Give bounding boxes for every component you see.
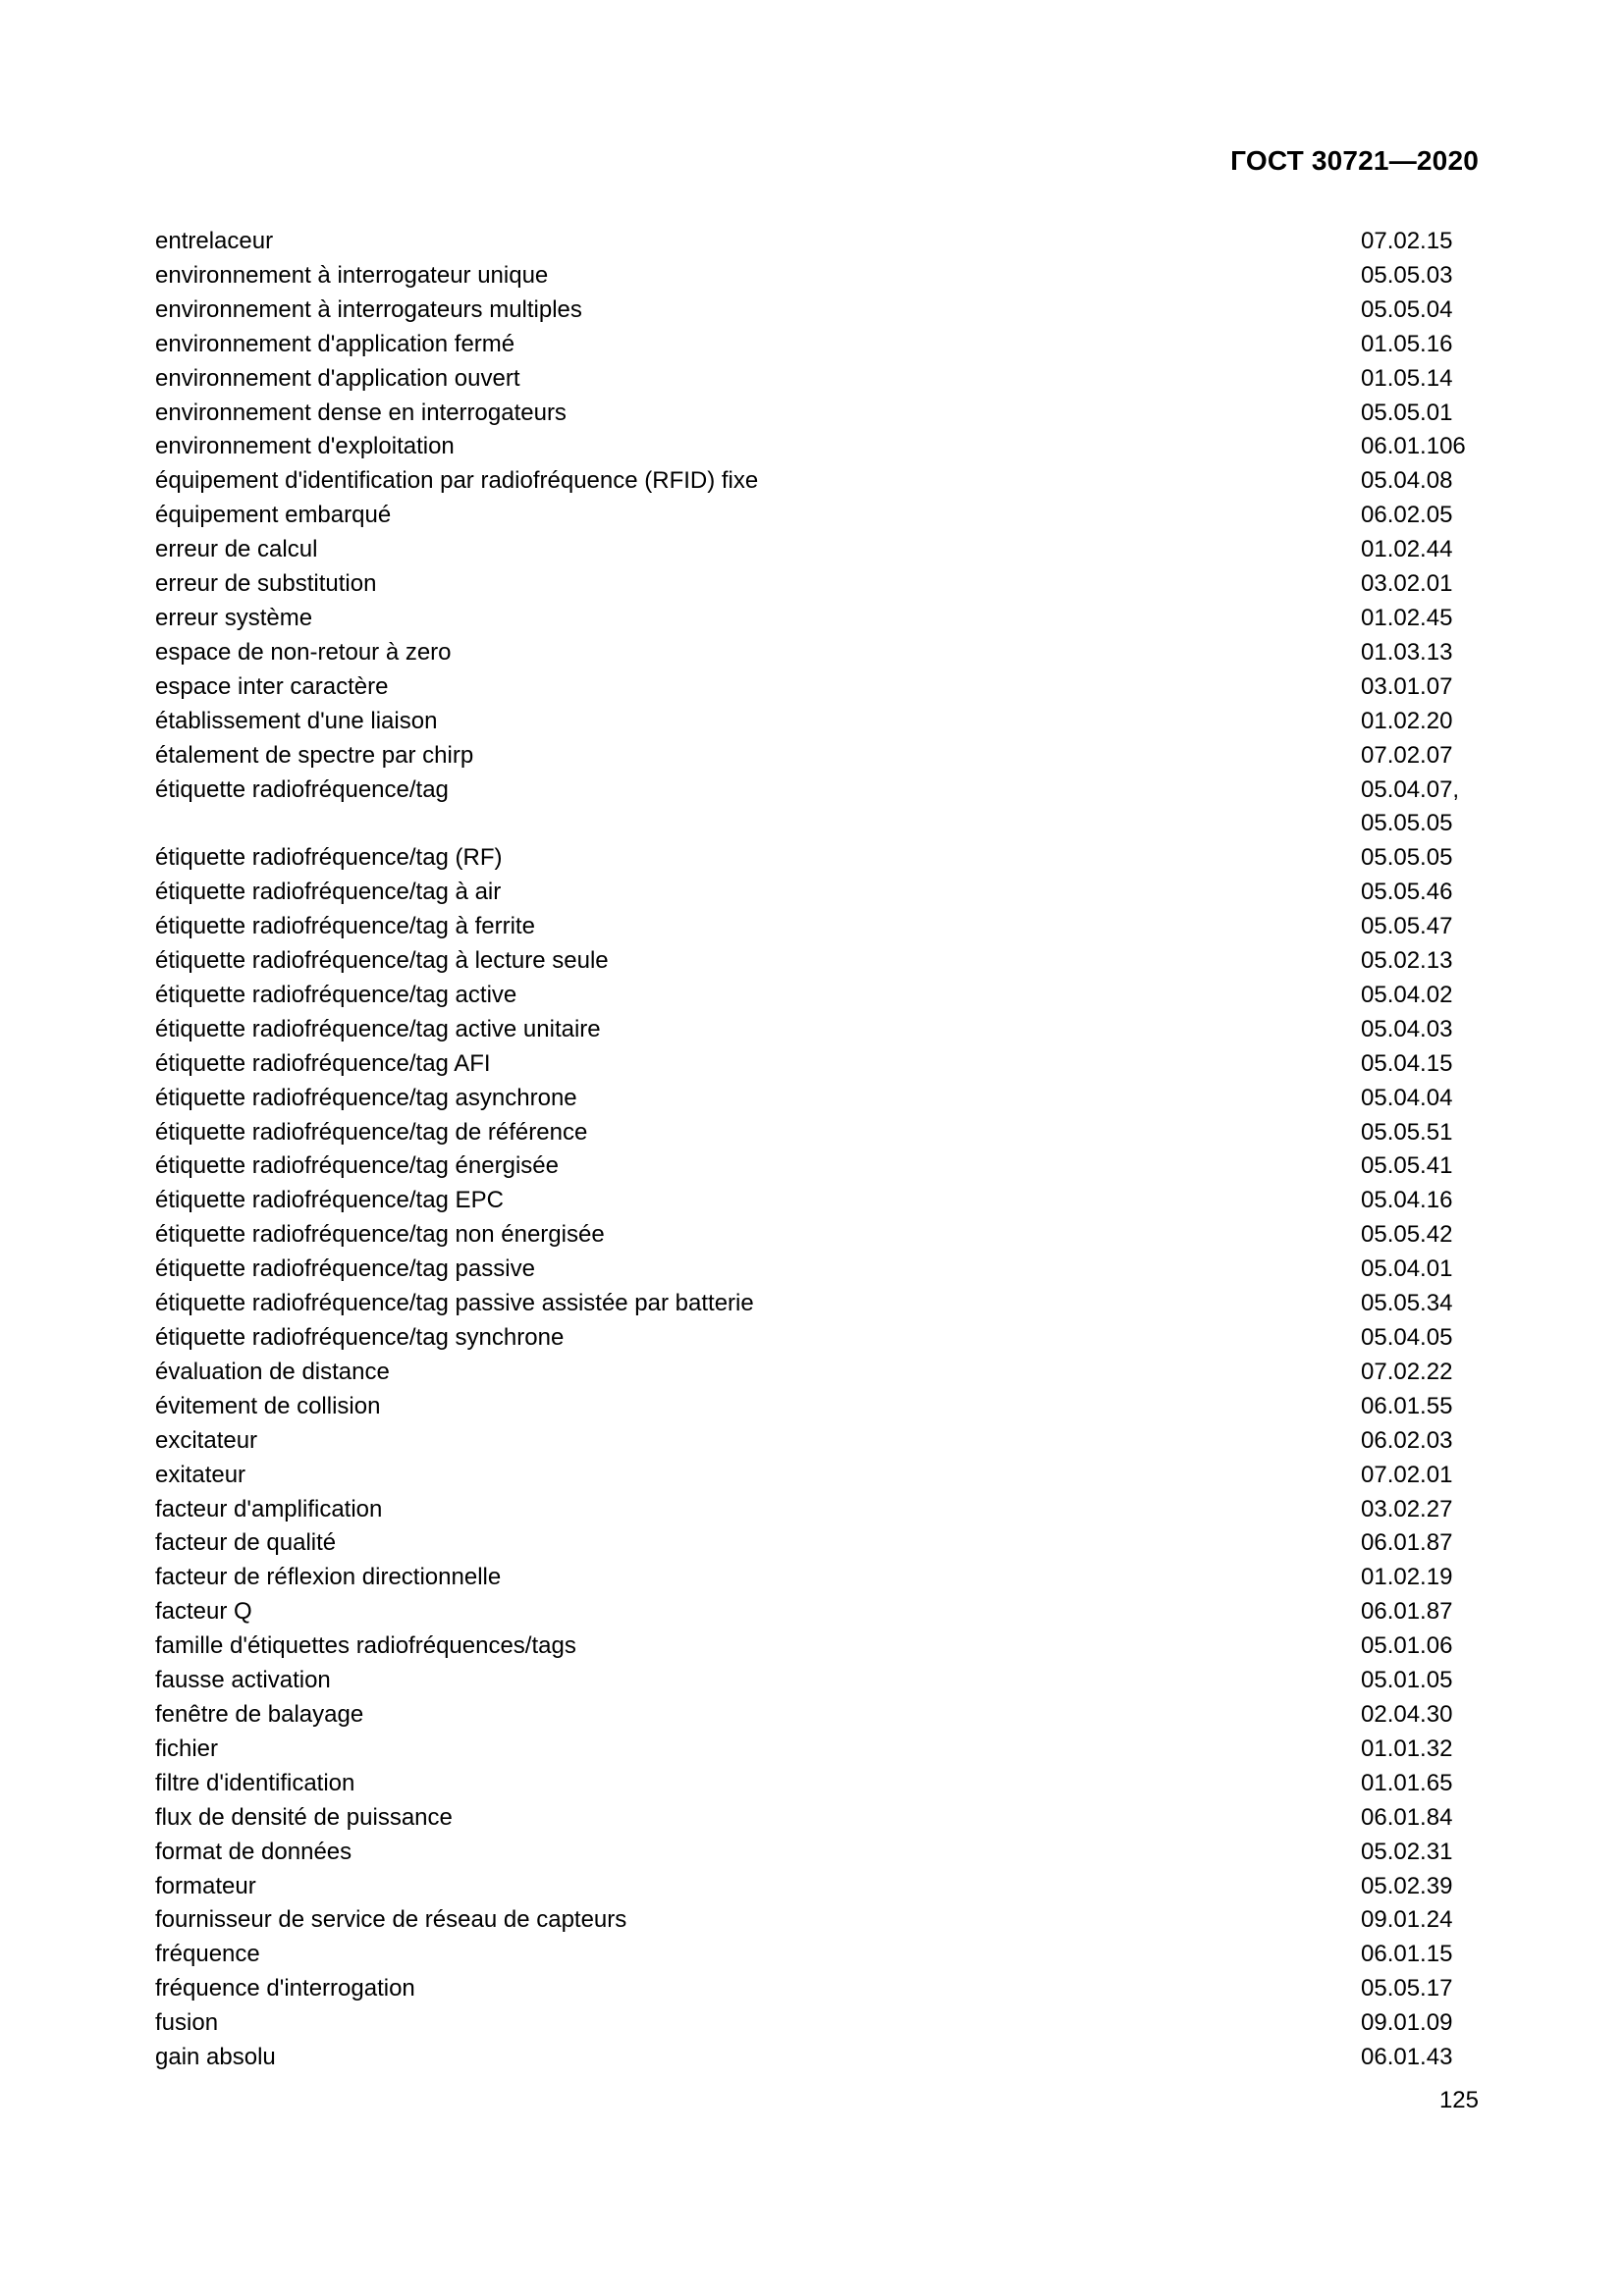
index-entry [155, 1287, 1479, 1321]
index-term: étiquette radiofréquence/tag synchrone [155, 1324, 565, 1351]
index-references [1361, 739, 1479, 774]
index-references [1361, 1424, 1479, 1459]
index-references [1361, 636, 1479, 670]
index-reference-number: 05.05.34 [1361, 1290, 1453, 1317]
index-references [1361, 1218, 1479, 1253]
index-reference-number: 01.02.45 [1361, 604, 1453, 631]
index-reference-number: 06.01.87 [1361, 1529, 1453, 1557]
index-reference-number: 05.05.01 [1361, 399, 1453, 426]
index-references [1361, 944, 1479, 979]
page-number: 125 [1438, 2087, 1479, 2113]
index-reference-number: 03.02.01 [1361, 570, 1453, 598]
index-references [1361, 1184, 1479, 1218]
index-references [1361, 397, 1479, 431]
index-references [1361, 1664, 1479, 1698]
document-header [1230, 145, 1479, 177]
index-reference-number: 05.04.05 [1361, 1324, 1453, 1351]
index-references [1361, 259, 1479, 294]
term-index-list [155, 225, 1479, 2075]
index-entry [155, 1149, 1479, 1184]
index-reference-number: 01.01.65 [1361, 1769, 1453, 1796]
index-reference-number: 01.02.19 [1361, 1564, 1453, 1591]
index-reference-number: 05.05.04 [1361, 295, 1453, 323]
index-reference-number: 07.02.15 [1361, 228, 1453, 254]
index-reference-number: 05.01.05 [1361, 1667, 1453, 1694]
index-term: étiquette radiofréquence/tag énergisée [155, 1152, 559, 1180]
index-references [1361, 1767, 1479, 1801]
index-term: étalement de spectre par chirp [155, 741, 474, 769]
index-term: formateur [155, 1872, 256, 1899]
index-entry [155, 1595, 1479, 1629]
index-reference-number: 05.05.05 [1361, 844, 1453, 872]
index-reference-number: 09.01.24 [1361, 1906, 1453, 1934]
index-term: étiquette radiofréquence/tag active unitaire [155, 1015, 601, 1042]
index-entry [155, 1972, 1479, 2006]
index-reference-number: 05.05.41 [1361, 1152, 1453, 1180]
index-references [1361, 1116, 1479, 1150]
index-reference-number: 01.05.14 [1361, 364, 1453, 392]
index-references [1361, 670, 1479, 705]
index-reference-number: 06.01.15 [1361, 1941, 1453, 1968]
index-entry [155, 1664, 1479, 1698]
index-entry [155, 1493, 1479, 1527]
index-entry [155, 1903, 1479, 1938]
index-entry [155, 567, 1479, 602]
index-entry [155, 944, 1479, 979]
index-entry [155, 1629, 1479, 1664]
index-reference-number: 05.05.46 [1361, 879, 1453, 906]
index-entry [155, 225, 1479, 259]
index-entry [155, 259, 1479, 294]
index-references [1361, 1459, 1479, 1493]
index-reference-number: 06.02.03 [1361, 1426, 1453, 1454]
index-entry [155, 1836, 1479, 1870]
index-reference-number: 06.01.55 [1361, 1392, 1453, 1419]
index-term: équipement embarqué [155, 502, 392, 529]
index-reference-number: 06.01.84 [1361, 1803, 1453, 1831]
index-reference-number: 05.04.15 [1361, 1049, 1453, 1077]
index-reference-number: 05.05.17 [1361, 1975, 1453, 2002]
index-term: erreur système [155, 604, 313, 631]
index-references [1361, 1526, 1479, 1561]
index-reference-number: 03.02.27 [1361, 1495, 1453, 1522]
index-term: espace inter caractère [155, 672, 389, 700]
index-entry [155, 430, 1479, 464]
index-references [1361, 294, 1479, 328]
index-reference-number: 05.05.05 [1361, 810, 1453, 837]
index-entry [155, 1218, 1479, 1253]
index-reference-number: 05.04.07, [1361, 775, 1460, 803]
index-term: erreur de calcul [155, 536, 318, 563]
index-term: filtre d'identification [155, 1769, 355, 1796]
index-term: exitateur [155, 1461, 246, 1488]
index-entry [155, 1390, 1479, 1424]
index-reference-number: 06.01.87 [1361, 1598, 1453, 1626]
index-term: fréquence d'interrogation [155, 1975, 415, 2002]
index-references [1361, 1698, 1479, 1733]
index-entry [155, 397, 1479, 431]
index-entry [155, 1767, 1479, 1801]
index-entry [155, 910, 1479, 944]
index-entry [155, 328, 1479, 362]
index-reference-number: 07.02.22 [1361, 1358, 1453, 1385]
index-references [1361, 499, 1479, 533]
index-reference-number: 09.01.09 [1361, 2009, 1453, 2037]
standard-designation: ГОСТ 30721—2020 [1230, 145, 1479, 176]
index-entry [155, 1870, 1479, 1904]
index-reference-number: 05.05.03 [1361, 261, 1453, 289]
index-references [1361, 1013, 1479, 1047]
index-term: famille d'étiquettes radiofréquences/tags [155, 1632, 576, 1660]
index-entry [155, 774, 1479, 842]
index-reference-number: 05.04.08 [1361, 467, 1453, 495]
index-entry [155, 1561, 1479, 1595]
index-references [1361, 876, 1479, 910]
index-term: fausse activation [155, 1667, 331, 1694]
index-entry [155, 1424, 1479, 1459]
index-references [1361, 464, 1479, 499]
index-term: gain absolu [155, 2044, 276, 2071]
index-references [1361, 1390, 1479, 1424]
index-references [1361, 1253, 1479, 1287]
index-references [1361, 1149, 1479, 1184]
index-term: étiquette radiofréquence/tag [155, 775, 449, 803]
index-term: étiquette radiofréquence/tag de référence [155, 1118, 588, 1146]
index-entry [155, 1184, 1479, 1218]
index-term: facteur Q [155, 1598, 252, 1626]
index-term: environnement d'application ouvert [155, 364, 520, 392]
index-term: étiquette radiofréquence/tag à air [155, 879, 502, 906]
index-reference-number: 06.01.106 [1361, 433, 1466, 460]
index-reference-number: 05.05.51 [1361, 1118, 1453, 1146]
index-term: fenêtre de balayage [155, 1700, 364, 1728]
index-references [1361, 2041, 1479, 2075]
index-references [1361, 1629, 1479, 1664]
index-term: fusion [155, 2009, 219, 2037]
index-term: facteur de qualité [155, 1529, 337, 1557]
index-term: étiquette radiofréquence/tag active [155, 981, 517, 1008]
index-reference-number: 05.05.47 [1361, 913, 1453, 940]
index-term: étiquette radiofréquence/tag AFI [155, 1049, 491, 1077]
index-entry [155, 1356, 1479, 1390]
index-term: étiquette radiofréquence/tag à ferrite [155, 913, 535, 940]
index-reference-number: 05.04.01 [1361, 1255, 1453, 1283]
index-term: évitement de collision [155, 1392, 381, 1419]
index-references [1361, 2006, 1479, 2041]
index-entry [155, 1938, 1479, 1972]
index-references [1361, 1903, 1479, 1938]
index-term: excitateur [155, 1426, 258, 1454]
index-entry [155, 876, 1479, 910]
index-references [1361, 841, 1479, 876]
index-term: format de données [155, 1838, 352, 1865]
index-references [1361, 1047, 1479, 1082]
index-entry [155, 1082, 1479, 1116]
index-references [1361, 1082, 1479, 1116]
index-entry [155, 670, 1479, 705]
index-references [1361, 1493, 1479, 1527]
index-term: facteur d'amplification [155, 1495, 383, 1522]
index-entry [155, 705, 1479, 739]
index-references [1361, 979, 1479, 1013]
index-term: étiquette radiofréquence/tag à lecture seule [155, 947, 609, 975]
index-references [1361, 1561, 1479, 1595]
index-reference-number: 06.01.43 [1361, 2044, 1453, 2071]
index-reference-number: 05.04.02 [1361, 981, 1453, 1008]
index-entry [155, 841, 1479, 876]
index-reference-number: 01.01.32 [1361, 1735, 1453, 1762]
index-entry [155, 1321, 1479, 1356]
index-reference-number: 01.03.13 [1361, 638, 1453, 666]
index-entry [155, 1013, 1479, 1047]
index-reference-number: 05.02.39 [1361, 1872, 1453, 1899]
index-term: étiquette radiofréquence/tag asynchrone [155, 1084, 577, 1111]
index-entry [155, 739, 1479, 774]
index-reference-number: 05.05.42 [1361, 1221, 1453, 1249]
index-references [1361, 1801, 1479, 1836]
index-term: environnement à interrogateurs multiples [155, 295, 582, 323]
index-reference-number: 05.04.16 [1361, 1187, 1453, 1214]
index-term: environnement dense en interrogateurs [155, 399, 567, 426]
index-reference-number: 05.04.03 [1361, 1015, 1453, 1042]
index-reference-number: 07.02.01 [1361, 1461, 1453, 1488]
index-references [1361, 1836, 1479, 1870]
index-term: espace de non-retour à zero [155, 638, 452, 666]
index-reference-number: 01.05.16 [1361, 330, 1453, 357]
index-entry [155, 2041, 1479, 2075]
index-term: entrelaceur [155, 228, 274, 254]
index-term: évaluation de distance [155, 1358, 390, 1385]
index-entry [155, 1459, 1479, 1493]
index-references [1361, 1733, 1479, 1767]
index-entry [155, 1253, 1479, 1287]
index-entry [155, 1116, 1479, 1150]
index-references [1361, 1870, 1479, 1904]
index-references [1361, 705, 1479, 739]
index-term: environnement d'exploitation [155, 433, 455, 460]
index-entry [155, 464, 1479, 499]
index-references [1361, 225, 1479, 259]
index-references [1361, 1321, 1479, 1356]
index-reference-number: 05.02.13 [1361, 947, 1453, 975]
index-entry [155, 1698, 1479, 1733]
index-term: fournisseur de service de réseau de capteurs [155, 1906, 627, 1934]
index-term: équipement d'identification par radiofréquence (RFID) fixe [155, 467, 759, 495]
index-term: étiquette radiofréquence/tag passive [155, 1255, 535, 1283]
index-term: facteur de réflexion directionnelle [155, 1564, 502, 1591]
index-term: établissement d'une liaison [155, 707, 438, 734]
index-term: flux de densité de puissance [155, 1803, 453, 1831]
index-reference-number: 02.04.30 [1361, 1700, 1453, 1728]
index-term: étiquette radiofréquence/tag passive assistée par batterie [155, 1290, 754, 1317]
index-references [1361, 602, 1479, 636]
index-reference-number: 05.01.06 [1361, 1632, 1453, 1660]
index-entry [155, 1733, 1479, 1767]
index-term: étiquette radiofréquence/tag EPC [155, 1187, 504, 1214]
index-references [1361, 567, 1479, 602]
index-entry [155, 362, 1479, 397]
index-reference-number: 05.02.31 [1361, 1838, 1453, 1865]
index-term: erreur de substitution [155, 570, 377, 598]
index-term: environnement d'application fermé [155, 330, 515, 357]
index-references [1361, 1287, 1479, 1321]
index-references [1361, 362, 1479, 397]
index-references [1361, 1595, 1479, 1629]
index-references [1361, 1938, 1479, 1972]
index-term: fréquence [155, 1941, 260, 1968]
index-entry [155, 1526, 1479, 1561]
index-references [1361, 910, 1479, 944]
index-term: étiquette radiofréquence/tag (RF) [155, 844, 503, 872]
index-references [1361, 328, 1479, 362]
index-term: environnement à interrogateur unique [155, 261, 549, 289]
index-entry [155, 1047, 1479, 1082]
index-references [1361, 1356, 1479, 1390]
index-references [1361, 533, 1479, 567]
index-reference-number: 06.02.05 [1361, 502, 1453, 529]
index-term: fichier [155, 1735, 219, 1762]
index-entry [155, 636, 1479, 670]
index-reference-number: 07.02.07 [1361, 741, 1453, 769]
index-reference-number: 01.02.20 [1361, 707, 1453, 734]
index-entry [155, 1801, 1479, 1836]
index-entry [155, 499, 1479, 533]
index-entry [155, 294, 1479, 328]
index-references [1361, 774, 1479, 842]
index-references [1361, 1972, 1479, 2006]
index-reference-number: 01.02.44 [1361, 536, 1453, 563]
index-term: étiquette radiofréquence/tag non énergisée [155, 1221, 605, 1249]
index-entry [155, 602, 1479, 636]
index-entry [155, 2006, 1479, 2041]
index-reference-number: 05.04.04 [1361, 1084, 1453, 1111]
index-reference-number: 03.01.07 [1361, 672, 1453, 700]
index-entry [155, 533, 1479, 567]
index-entry [155, 979, 1479, 1013]
index-references [1361, 430, 1479, 464]
